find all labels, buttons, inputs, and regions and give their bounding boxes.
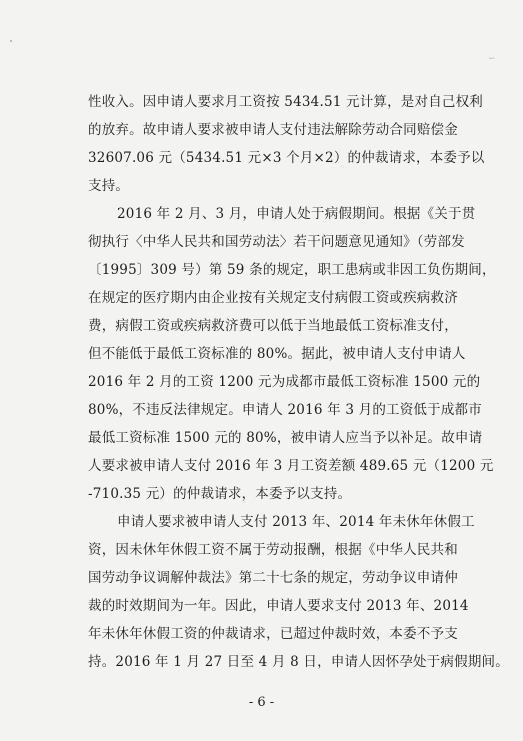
text-line: 在规定的医疗期内由企业按有关规定支付病假工资或疾病救济 — [88, 290, 458, 306]
text-line: 彻执行〈中华人民共和国劳动法〉若干问题意见通知》（劳部发 — [88, 234, 465, 250]
text-line: 持。2016 年 1 月 27 日至 4 月 8 日，申请人因怀孕处于病假期间。 — [88, 654, 509, 670]
text-line: 最低工资标准 1500 元的 80%，被申请人应当予以补足。故申请 — [88, 430, 483, 446]
text-line: 申请人要求被申请人支付 2013 年、2014 年未休年休假工 — [117, 514, 475, 530]
text-line: 2016 年 2 月的工资 1200 元为成都市最低工资标准 1500 元的 — [88, 374, 481, 390]
scan-mark: ∽ — [488, 54, 496, 64]
text-line: 支持。 — [88, 178, 130, 194]
text-line: 2016 年 2 月、3 月，申请人处于病假期间。根据《关于贯 — [117, 206, 476, 222]
text-line: 80%，不违反法律规定。申请人 2016 年 3 月的工资低于成都市 — [88, 402, 482, 418]
text-line: 资，因未休年休假工资不属于劳动报酬，根据《中华人民共和 — [88, 542, 458, 558]
text-line: 人要求被申请人支付 2016 年 3 月工资差额 489.65 元（1200 元 — [88, 458, 494, 474]
scan-dot — [10, 40, 12, 42]
text-line: -710.35 元）的仲裁请求，本委予以支持。 — [88, 486, 352, 502]
text-line: 性收入。因申请人要求月工资按 5434.51 元计算，是对自己权利 — [88, 94, 484, 110]
text-line: 年未休年休假工资的仲裁请求，已超过仲裁时效，本委不予支 — [88, 626, 458, 642]
text-line: 裁的时效期间为一年。因此，申请人要求支付 2013 年、2014 — [88, 598, 469, 614]
text-line: 国劳动争议调解仲裁法》第二十七条的规定，劳动争议申请仲 — [88, 570, 458, 586]
text-line: 〔1995〕309 号）第 59 条的规定，职工患病或非因工负伤期间， — [88, 262, 496, 278]
text-line: 的放弃。故申请人要求被申请人支付违法解除劳动合同赔偿金 — [88, 122, 458, 138]
text-line: 但不能低于最低工资标准的 80%。据此，被申请人支付申请人 — [88, 346, 466, 362]
page-number: - 6 - — [248, 695, 275, 710]
text-line: 32607.06 元（5434.51 元×3 个月×2）的仲裁请求，本委予以 — [88, 150, 485, 166]
text-line: 费，病假工资或疾病救济费可以低于当地最低工资标准支付， — [88, 318, 458, 334]
